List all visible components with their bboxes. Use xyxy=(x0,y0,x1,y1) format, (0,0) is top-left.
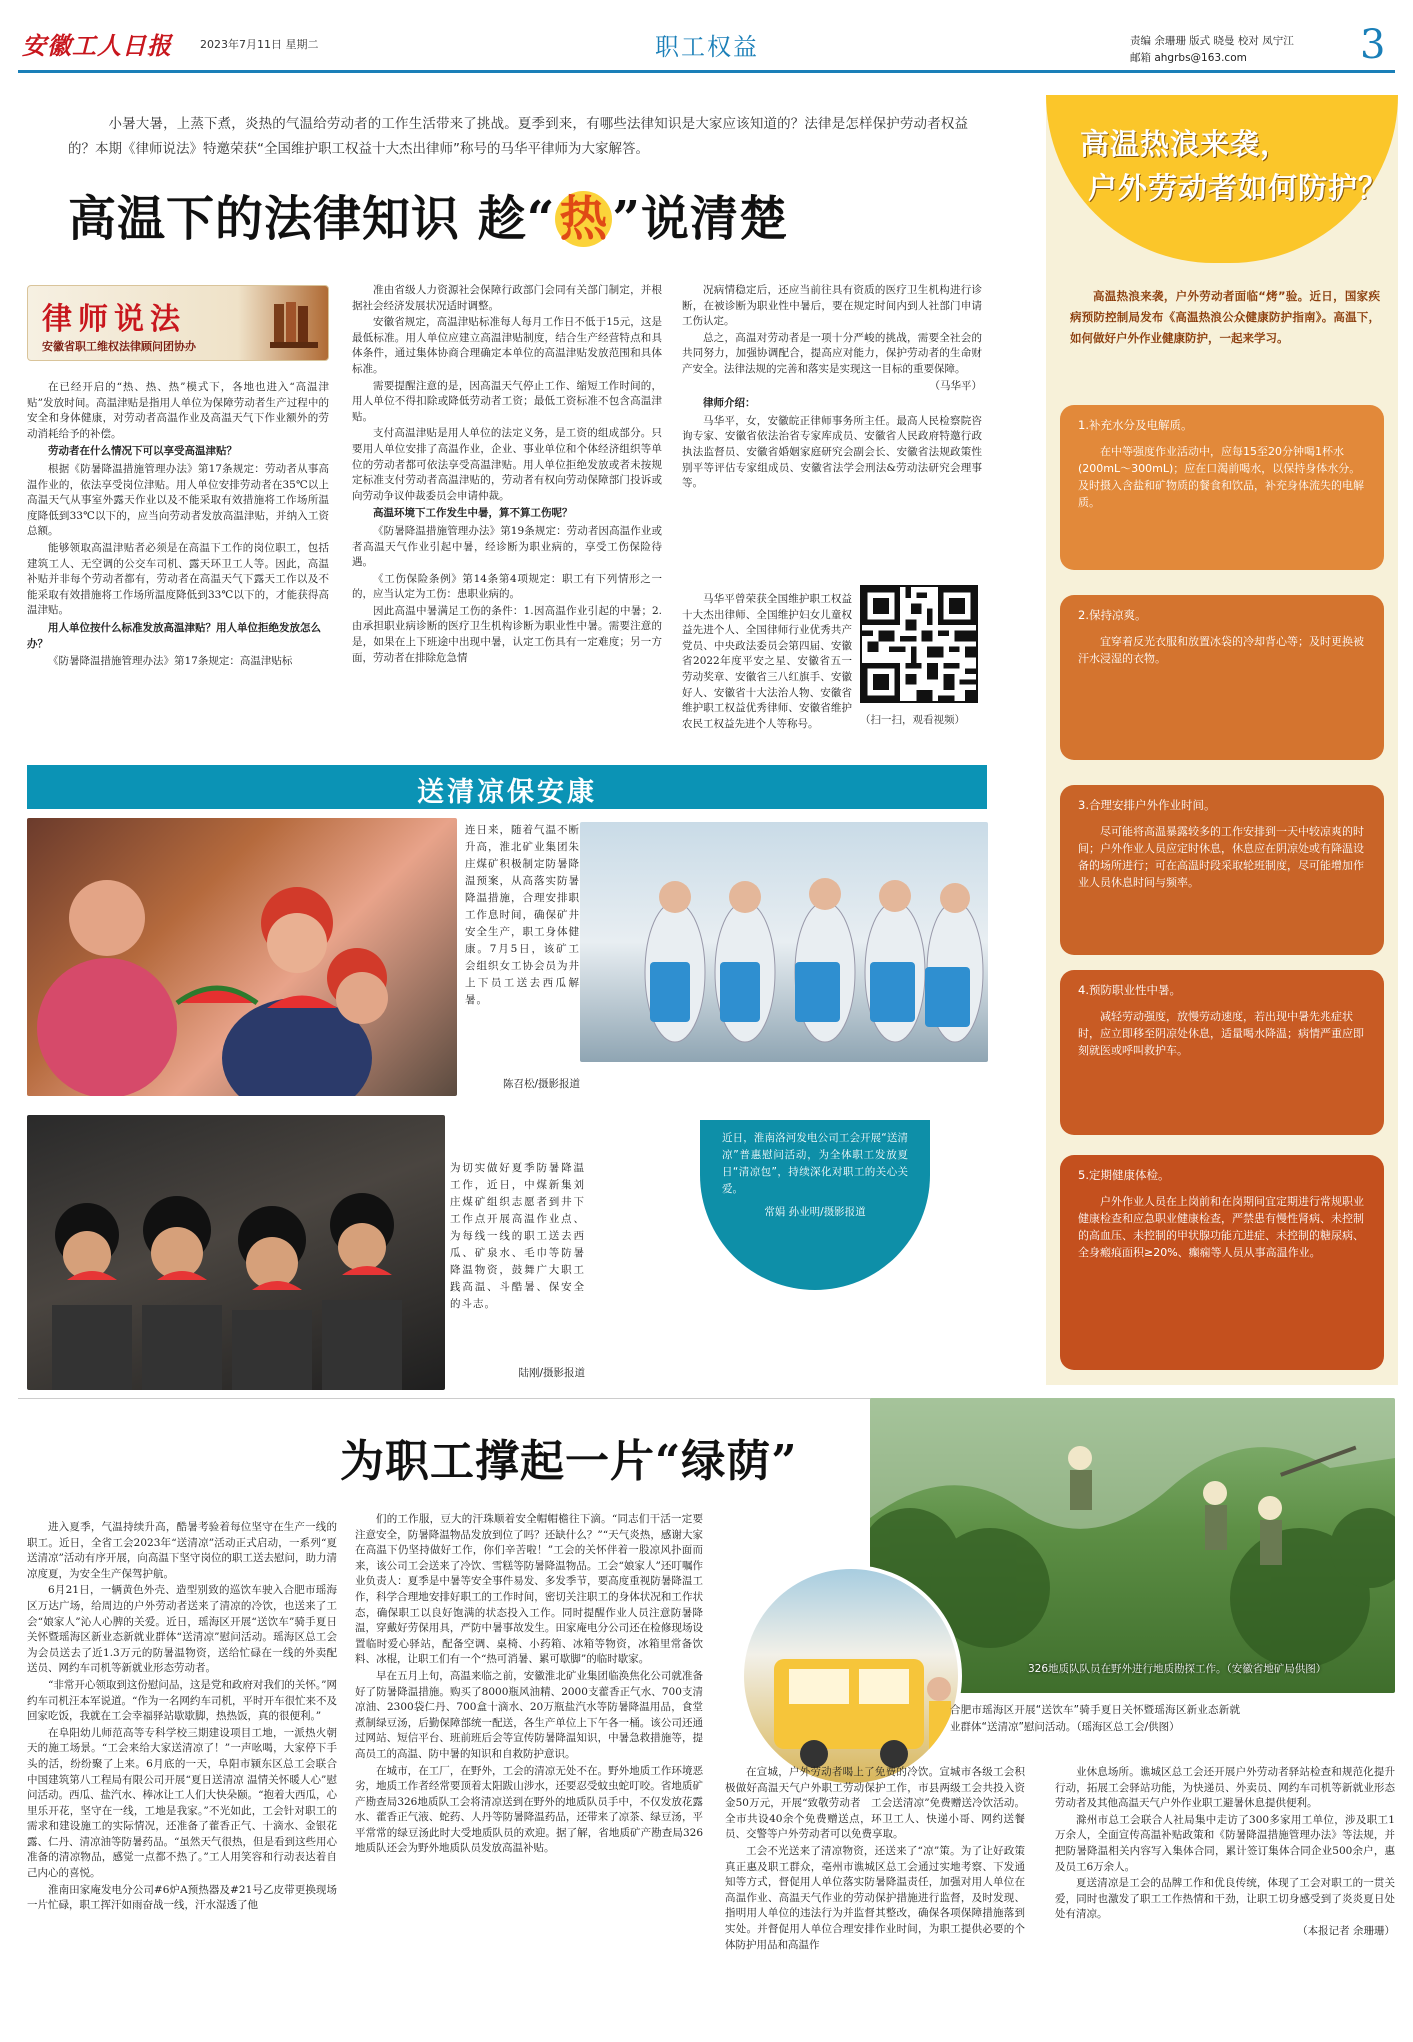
article2-col3 xyxy=(725,1765,1025,2038)
headline-hot: 热 xyxy=(555,191,612,247)
sidebar-item-5 xyxy=(1060,1155,1384,1370)
photo2-caption-bubble xyxy=(700,1120,930,1290)
headline-post: ”说清楚 xyxy=(612,191,788,247)
sidebar-item-title: 4.预防职业性中暑。 xyxy=(1078,983,1181,997)
paragraph: 在城市，在工厂，在野外，工会的清凉无处不在。野外地质工作环境恶劣，地质工作者经常要顶着太阳跋山涉水，还要忍受蚊虫蛇叮咬。省地质矿产勘查局326地质队工会将清凉送到在野外的地质队员手中，不仅发放花露水、藿香正气液、蛇药、人丹等防暑降温药品，还带来了凉茶、绿豆汤，平平常常的绿豆汤此时大受地质队员的欢迎。据了解，省地质矿产勘查局326地质队还会为野外地质队员发放高温补贴。 xyxy=(355,1764,703,1855)
paragraph: 《防暑降温措施管理办法》第19条规定：劳动者因高温作业或者高温天气作业引起中暑，经诊断为职业病的，享受工伤保险待遇。 xyxy=(352,524,662,569)
paragraph: 安徽省规定，高温津贴标准每人每月工作日不低于15元，这是最低标准。用人单位应建立高温津贴制度，结合生产经营特点和具体条件，通过集体协商合理确定本单位的高温津贴发放范围和具体标准。 xyxy=(352,316,662,375)
masthead-rule xyxy=(18,70,1395,73)
paragraph: 早在五月上旬，高温来临之前，安徽淮北矿业集团临涣焦化公司就准备好了防暑降温措施。购买了8000瓶风油精、2000支藿香正气水、700支清凉油、2300袋仁丹、700盒十滴水、20万瓶盐汽水等防暑降温用品，食堂煮制绿豆汤，后勤保障部统一配送，各生产单位上下午各一桶。该公司还通过网站、短信平台、班前班后会等宣传防暑降温知识，中暑急救措施等，提高员工的高温、防中暑的知识和自救防护意识。 xyxy=(355,1669,703,1760)
photo4-caption: 326地质队队员在野外进行地质勘探工作。（安徽省地矿局供图） xyxy=(1028,1663,1327,1675)
sidebar-item-title: 2.保持凉爽。 xyxy=(1078,608,1147,622)
photo1-credit: 陈召松/摄影报道 xyxy=(502,1078,580,1090)
paragraph: 工会不光送来了清凉物资，还送来了“凉”策。为了让好政策真正惠及职工群众，亳州市谯城区总工会通过实地考察、下发通知等方式，督促用人单位落实防暑降温责任，加强对用人单位在高温作业、高温天气作业的劳动保护措施进行监督，及时发现、指明用人单位的违法行为并监督其整改，确保各项保障措施落到实处。并督促用人单位合理安排作业时间，为职工提供必要的个体防护用品和高温作 xyxy=(725,1844,1025,1951)
sidebar-item-title: 5.定期健康体检。 xyxy=(1078,1168,1170,1182)
sidebar-item-text: 尽可能将高温暴露较多的工作安排到一天中较凉爽的时间；户外作业人员应定时休息，休息应在阴凉处或有降温设备的场所进行；可在高温时段采取轮班制度，尽可能增加作业人员休息时间与频率。 xyxy=(1078,825,1364,889)
paragraph: 马华平曾荣获全国维护职工权益十大杰出律师、全国维护妇女儿童权益先进个人、全国律师行业优秀共产党员、中央政法委员会第四届、安徽省2022年度平安之星、安徽省五一劳动奖章、安徽省三八红旗手、安徽好人、安徽省十大法治人物、安徽省维护职工权益优秀律师、安徽省维护农民工权益先进个人等称号。 xyxy=(682,593,852,730)
sidebar-item-title: 3.合理安排户外作业时间。 xyxy=(1078,798,1216,812)
paragraph: 能够领取高温津贴者必须是在高温下工作的岗位职工，包括建筑工人、无空调的公交车司机、露天环卫工人等。因此，高温补贴并非每个劳动者都有，劳动者在高温天气下露天工作以及不能采取有效措施将工作场所温度降低到33℃以下的，才能获得高温津贴。 xyxy=(27,541,329,617)
paragraph: 《防暑降温措施管理办法》第17条规定：高温津贴标 xyxy=(48,655,293,668)
qr-code[interactable] xyxy=(860,585,978,703)
paragraph: 在宣城，户外劳动者喝上了免费的冷饮。宣城市各级工会积极做好高温天气户外职工劳动保护工作，市县两级工会共投入资金50万元，开展“致敬劳动者 工会送清凉”免费赠送冷饮活动。全市共设40余个免费赠送点，环卫工人、快递小哥、网约送餐员、交警等户外劳动者可以免费享取。 xyxy=(725,1766,1025,1841)
paragraph: 业休息场所。谯城区总工会还开展户外劳动者驿站检查和规范化提升行动，拓展工会驿站功能，为快递员、外卖员、网约车司机等新就业形态劳动者及其他高温天气户外作业职工避暑休息提供便利。 xyxy=(1055,1766,1395,1810)
paragraph: 总之，高温对劳动者是一项十分严峻的挑战，需要全社会的共同努力，加强协调配合，提高应对能力，保护劳动者的生命财产安全。法律法规的完善和落实是实现这一目标的重要保障。 xyxy=(682,331,982,375)
article2-col1 xyxy=(27,1520,337,2038)
paragraph: 6月21日，一辆黄色外壳、造型别致的巡饮车驶入合肥市瑶海区万达广场，给周边的户外劳动者送来了清凉的冷饮，也送来了工会“娘家人”沁人心脾的关爱。近日，瑶海区开展“送饮车”骑手夏日关怀暨瑶海区新业态新就业群体“送清凉”慰问活动。瑶海区总工会为会员送去了近1.3万元的防暑温物资，送给忙碌在一线的外卖配送员、网约车司机等新就业形态劳动者。 xyxy=(27,1584,337,1675)
headline2: 为职工撑起一片“绿荫” xyxy=(340,1436,798,1487)
sidebar-item-title: 1.补充水分及电解质。 xyxy=(1078,418,1193,432)
subheading: 高温环境下工作发生中暑，算不算工伤呢？ xyxy=(373,507,573,520)
byline: （马华平） xyxy=(929,379,982,392)
article1-col2 xyxy=(352,283,662,741)
sidebar-item-3 xyxy=(1060,785,1384,955)
sidebar-item-text: 减轻劳动强度，放慢劳动速度，若出现中暑先兆症状时，应立即移至阴凉处休息，适量喝水降温；病情严重应即刻就医或呼叫救护车。 xyxy=(1078,1010,1364,1057)
photo-delivery-van xyxy=(740,1565,962,1787)
photo3-caption: 为切实做好夏季防暑降温工作，近日，中煤新集刘庄煤矿组织志愿者到井下工作点开展高温作业点、为每线一线的职工送去西瓜、矿泉水、毛巾等防暑降温物资，鼓舞广大职工践高温、斗酷暑、保安全的斗志。 xyxy=(450,1162,585,1310)
sidebar-title xyxy=(1080,122,1388,210)
page-number: 3 xyxy=(1360,22,1386,68)
subheading: 劳动者在什么情况下可以享受高温津贴？ xyxy=(48,445,237,458)
lawyer-column-banner xyxy=(27,285,329,361)
photo1-caption: 连日来，随着气温不断升高，淮北矿业集团朱庄煤矿积极制定防暑降温预案，从高落实防暑降温措施，合理安排职工作息时间，确保矿井安全生产，职工身体健康。7月5日，该矿工会组织女工协会员为井上下员工送去西瓜解暑。 xyxy=(465,824,580,1006)
sidebar-title-line2: 户外劳动者如何防护？ xyxy=(1088,171,1389,205)
paragraph: 支付高温津贴是用人单位的法定义务，是工资的组成部分。只要用人单位安排了高温作业，企业、事业单位和个体经济组织等单位的劳动者都可依法享受高温津贴。用人单位拒绝发放或者未按规定标准支付劳动者高温津贴的，劳动者有权向劳动保障部门投诉或向劳动争议仲裁委员会申请仲裁。 xyxy=(352,427,662,502)
photo-cool-bags xyxy=(580,822,988,1062)
photo-miners-watermelon xyxy=(27,1115,445,1390)
column-banner-sub: 安徽省职工维权法律顾问团协办 xyxy=(42,340,196,353)
sidebar-item-text: 宜穿着反光衣服和放置冰袋的冷却背心等；及时更换被汗水浸湿的衣物。 xyxy=(1078,635,1364,665)
article1-col1 xyxy=(27,380,329,740)
paragraph: 进入夏季，气温持续升高，酷暑考验着每位坚守在生产一线的职工。近日，全省工会2023年“送清凉”活动正式启动，一系列“夏送清凉”活动有序开展，向高温下坚守岗位的职工送去慰问，助力清凉度夏，为安全生产保驾护航。 xyxy=(27,1521,337,1580)
column-banner-title: 律师说法 xyxy=(42,302,186,337)
paragraph: 根据《防暑降温措施管理办法》第17条规定：劳动者从事高温作业的，依法享受岗位津贴。用人单位安排劳动者在35℃以上高温天气从事室外露天作业以及不能采取有效措施将工作场所温度降低到33℃以下的，应当向劳动者发放高温津贴，并纳入工资总额。 xyxy=(27,462,329,538)
paragraph: 马华平，女，安徽皖正律师事务所主任。最高人民检察院咨询专家、安徽省依法治省专家库成员、安徽省人民政府特邀行政执法监督员、安徽省婚姻家庭研究会副会长、安徽省法规政策性别平等评估专家组成员、安徽省法学会刑法&劳动法研究会理事等。 xyxy=(682,414,982,490)
photo2-caption: 近日，淮南洛河发电公司工会开展“送清凉”普惠慰问活动，为全体职工发放夏日“清凉包”，持续深化对职工的关心关爱。 xyxy=(722,1132,908,1195)
article1-col3 xyxy=(682,283,982,593)
paragraph: 淮南田家庵发电分公司#6炉A预热器及#21号乙皮带更换现场一片忙碌，职工挥汗如雨奋战一线，汗水湿透了他 xyxy=(27,1883,337,1912)
sidebar-title-line1: 高温热浪来袭， xyxy=(1080,127,1291,161)
paragraph: 况病情稳定后，还应当前往具有资质的医疗卫生机构进行诊断，在被诊断为职业性中暑后，要在规定时间内到人社部门申请工伤认定。 xyxy=(682,284,982,328)
sidebar-item-text: 户外作业人员在上岗前和在岗期间宜定期进行常规职业健康检查和应急职业健康检查，严禁患有慢性肾病、未控制的高血压、未控制的甲状腺功能亢进症、未控制的糖尿病、全身瘢痕面积≥20%、癫痫等人员从事高温作业。 xyxy=(1078,1195,1364,1259)
paragraph: 在已经开启的“热、热、热”模式下，各地也进入“高温津贴”发放时间。高温津贴是指用人单位为保障劳动者生产过程中的安全和身体健康，对劳动者高温作业及高温天气下作业额外的劳动消耗给予的补偿。 xyxy=(27,381,329,440)
sidebar-intro: 高温热浪来袭，户外劳动者面临“烤”验。近日，国家疾病预防控制局发布《高温热浪公众健康防护指南》。高温下，如何做好户外作业健康防护，一起来学习。 xyxy=(1070,289,1380,345)
photo-watermelon-miners xyxy=(27,818,457,1096)
paragraph: 们的工作服，豆大的汗珠顺着安全帽帽檐往下滴。“同志们干活一定要注意安全，防暑降温物品发放到位了吗？还缺什么？”“天气炎热，感谢大家在高温下仍坚持做好工作，你们辛苦啦！”工会的关怀伴着一股凉风扑面而来，该公司工会送来了冷饮、雪糕等防暑降温物品。工会“娘家人”还叮嘱作业负责人：夏季是中暑等安全事件易发、多发季节，要高度重视防暑降温工作，科学合理地安排好职工的工作时间，密切关注职工的身体状况和工作状态，确保职工以良好饱满的状态投入工作。同时提醒作业人员注意防暑降温，穿戴好劳保用具，严防中暑事故发生。田家庵电分公司还在检修现场设置临时爱心驿站，配备空调、桌椅、小药箱、冰箱等物资，冰箱里常备饮料、冰棍，让职工们有一个“热可消暑、累可歇脚”的临时歇家。 xyxy=(355,1513,703,1666)
paragraph: “非常开心领取到这份慰问品，这是党和政府对我们的关怀。”网约车司机汪本军说道。“作为一名网约车司机，平时开车很忙来不及回家吃饭，我就在工会幸福驿站歇歇脚，热热饭，真的很便利。” xyxy=(27,1678,337,1723)
masthead-logo: 安徽工人日报 xyxy=(22,31,172,60)
paragraph: 需要提醒注意的是，因高温天气停止工作、缩短工作时间的，用人单位不得扣除或降低劳动者工资；最低工资标准不包含高温津贴。 xyxy=(352,379,662,423)
headline-pre: 高温下的法律知识 趁“ xyxy=(68,191,556,247)
photo2-credit: 常娟 孙业明/摄影报道 xyxy=(764,1206,866,1218)
paragraph: 滁州市总工会联合人社局集中走访了300多家用工单位，涉及职工1万余人，全面宣传高温补贴政策和《防暑降温措施管理办法》等法规，并把防暑降温相关内容写入集体合同，累计签订集体合同企业500余户，惠及员工6万余人。 xyxy=(1055,1813,1395,1873)
article2-col2 xyxy=(355,1512,703,2038)
article2-col4 xyxy=(1055,1765,1395,2038)
gavel-icon xyxy=(268,296,320,352)
headline xyxy=(68,180,788,249)
paragraph: 因此高温中暑满足工伤的条件：1.因高温作业引起的中暑；2.由承担职业病诊断的医疗卫生机构诊断为职业性中暑。需要注意的是，如果在上下班途中出现中暑，认定工伤具有一定难度；另一方面，劳动者在排除危急情 xyxy=(352,604,662,664)
sidebar-item-2 xyxy=(1060,595,1384,760)
sidebar-item-text: 在中等强度作业活动中，应每15至20分钟喝1杯水(200mL～300mL)；应在口渴前喝水，以保持身体水分。及时摄入含盐和矿物质的餐食和饮品，补充身体流失的电解质。 xyxy=(1078,445,1364,509)
article1-col3-bio xyxy=(682,592,852,742)
subheading: 律师介绍： xyxy=(703,397,756,410)
cool-banner-title: 送清凉保安康 xyxy=(417,777,597,808)
photo3-credit: 陆刚/摄影报道 xyxy=(518,1367,585,1379)
masthead xyxy=(0,0,1413,78)
sidebar-item-4 xyxy=(1060,970,1384,1135)
intro-text: 小暑大暑，上蒸下煮，炎热的气温给劳动者的工作生活带来了挑战。夏季到来，有哪些法律知识是大家应该知道的？法律是怎样保护劳动者权益的？本期《律师说法》特邀荣获“全国维护职工权益十大杰出律师”称号的马华平律师为大家解答。 xyxy=(68,116,968,157)
paragraph: 在阜阳幼儿师范高等专科学校三期建设项目工地，一派热火朝天的施工场景。“工会来给大家送清凉了！”一声吆喝，大家停下手头的活，纷纷聚了上来。6月底的一天，阜阳市颍东区总工会联合中国建筑第八工程局有限公司开展“夏日送清凉 温情关怀暖人心”慰问活动。西瓜、盐汽水、棒冰让工人们大快朵颐。“抱着大西瓜，心里乐开花，坚守在一线，工地是我家。”不光如此，工会针对职工的需求和建设施工的实际情况，还准备了藿香正气、十滴水、金银花露、仁丹、清凉油等防暑药品。“虽然天气很热，但是看到这些用心准备的清凉物品，感觉一点都不热了。”工人用笑容和行动表达着自己内心的喜悦。 xyxy=(27,1726,337,1880)
paragraph: 《工伤保险条例》第14条第4项规定：职工有下列情形之一的，应当认定为工伤：患职业病的。 xyxy=(352,572,662,601)
paragraph: 夏送清凉是工会的品牌工作和优良传统，体现了工会对职工的一贯关爱，同时也激发了职工工作热情和干劲，让职工切身感受到了炎炎夏日处处有清凉。 xyxy=(1055,1877,1395,1921)
sidebar-item-1 xyxy=(1060,405,1384,570)
issue-date: 2023年7月11日 星期二 xyxy=(200,38,319,51)
paragraph: 准由省级人力资源社会保障行政部门会同有关部门制定，并根据社会经济发展状况适时调整。 xyxy=(352,284,662,312)
photo5-caption: 合肥市瑶海区开展“送饮车”骑手夏日关怀暨瑶海区新业态新就业群体“送清凉”慰问活动。（瑶海区总工会/供图） xyxy=(950,1704,1240,1733)
email-line: 邮箱 ahgrbs@163.com xyxy=(1130,52,1247,64)
editors-line: 责编 余珊珊 版式 晓曼 校对 凤宁江 xyxy=(1130,35,1294,47)
subheading: 用人单位按什么标准发放高温津贴？用人单位拒绝发放怎么办？ xyxy=(27,621,321,650)
cool-banner xyxy=(27,765,987,809)
qr-caption: （扫一扫，观看视频） xyxy=(860,714,965,726)
section-title: 职工权益 xyxy=(655,33,759,61)
byline: （本报记者 余珊珊） xyxy=(1297,1924,1395,1937)
